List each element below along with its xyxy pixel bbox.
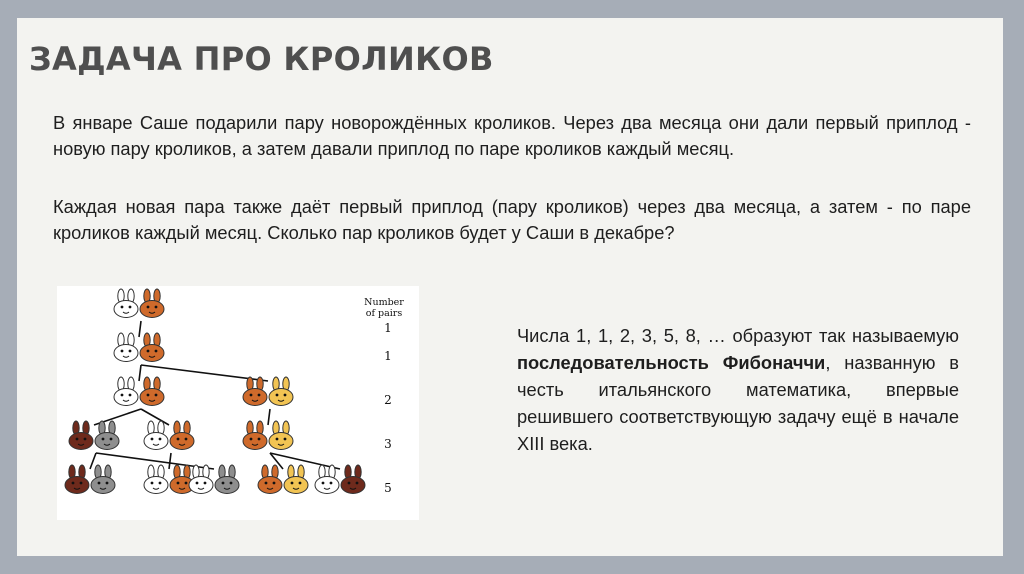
tree-connector-line [90,453,96,469]
rabbit-icon [243,377,267,406]
slide-title: ЗАДАЧА ПРО КРОЛИКОВ [29,40,494,78]
rabbit-pair [243,421,293,450]
rabbit-icon [95,421,119,450]
rabbit-pair [65,465,115,494]
rabbit-icon [114,333,138,362]
rabbit-icon [258,465,282,494]
rabbit-pair [243,377,293,406]
rabbit-icon [269,421,293,450]
tree-connector-line [139,365,141,381]
rabbit-pair [258,465,308,494]
fibonacci-text-after: , названную в честь итальянского математика, впервые решившего соответствующую задачу ещё в начале XIII века. [517,352,960,454]
tree-level-2 [114,333,164,362]
rabbit-pair [144,421,194,450]
tree-level-5 [65,465,365,494]
rabbit-icon [140,333,164,362]
rabbit-icon [91,465,115,494]
rabbit-tree-diagram [57,286,419,520]
slide [17,18,1003,556]
rabbit-pair [114,333,164,362]
rabbit-pair [315,465,365,494]
fibonacci-text-before: Числа 1, 1, 2, 3, 5, 8, … образуют так называемую [517,325,959,346]
rabbit-icon [315,465,339,494]
rabbit-icon [170,421,194,450]
rabbit-icon [144,465,168,494]
rabbit-icon [189,465,213,494]
rabbit-icon [269,377,293,406]
rabbit-icon [341,465,365,494]
rabbit-icon [140,289,164,318]
tree-connector-line [268,409,270,425]
rabbit-icon [114,377,138,406]
tree-level-1 [114,289,164,318]
rabbit-pair [114,377,164,406]
rabbit-icon [65,465,89,494]
rabbit-icon [114,289,138,318]
rabbit-pair [144,465,194,494]
rabbit-icon [140,377,164,406]
rabbit-icon [144,421,168,450]
problem-paragraph-1: В январе Саше подарили пару новорождённых кроликов. Через два месяца они дали первый приплод - новую пару кроликов, а затем давали приплод по паре кроликов каждый месяц. [53,112,971,159]
tree-connector-line [169,453,171,469]
tree-level-4 [69,421,293,450]
number-of-pairs-header-2: of pairs [365,308,403,319]
pair-count-label: 3 [384,437,392,451]
rabbit-pair [189,465,239,494]
rabbit-icon [284,465,308,494]
rabbit-pair [69,421,119,450]
rabbit-icon [243,421,267,450]
pair-count-label: 1 [384,349,392,363]
problem-paragraph-2: Каждая новая пара также даёт первый приплод (пару кроликов) через два месяца, а затем - по паре кроликов каждый месяц. Сколько пар кроликов будет у Саши в декабре? [53,196,971,243]
rabbit-tree-svg [57,286,419,520]
rabbit-icon [215,465,239,494]
rabbit-pair [114,289,164,318]
pair-count-label: 5 [384,481,392,495]
fibonacci-sequence-term: последовательность Фибоначчи [517,352,826,373]
number-of-pairs-header-1: Number [364,297,404,308]
fibonacci-paragraph [517,322,959,457]
rabbit-icon [69,421,93,450]
tree-connector-line [141,409,169,425]
pair-count-label: 2 [384,393,392,407]
pair-count-label: 1 [384,321,392,335]
tree-connector-line [139,321,141,337]
